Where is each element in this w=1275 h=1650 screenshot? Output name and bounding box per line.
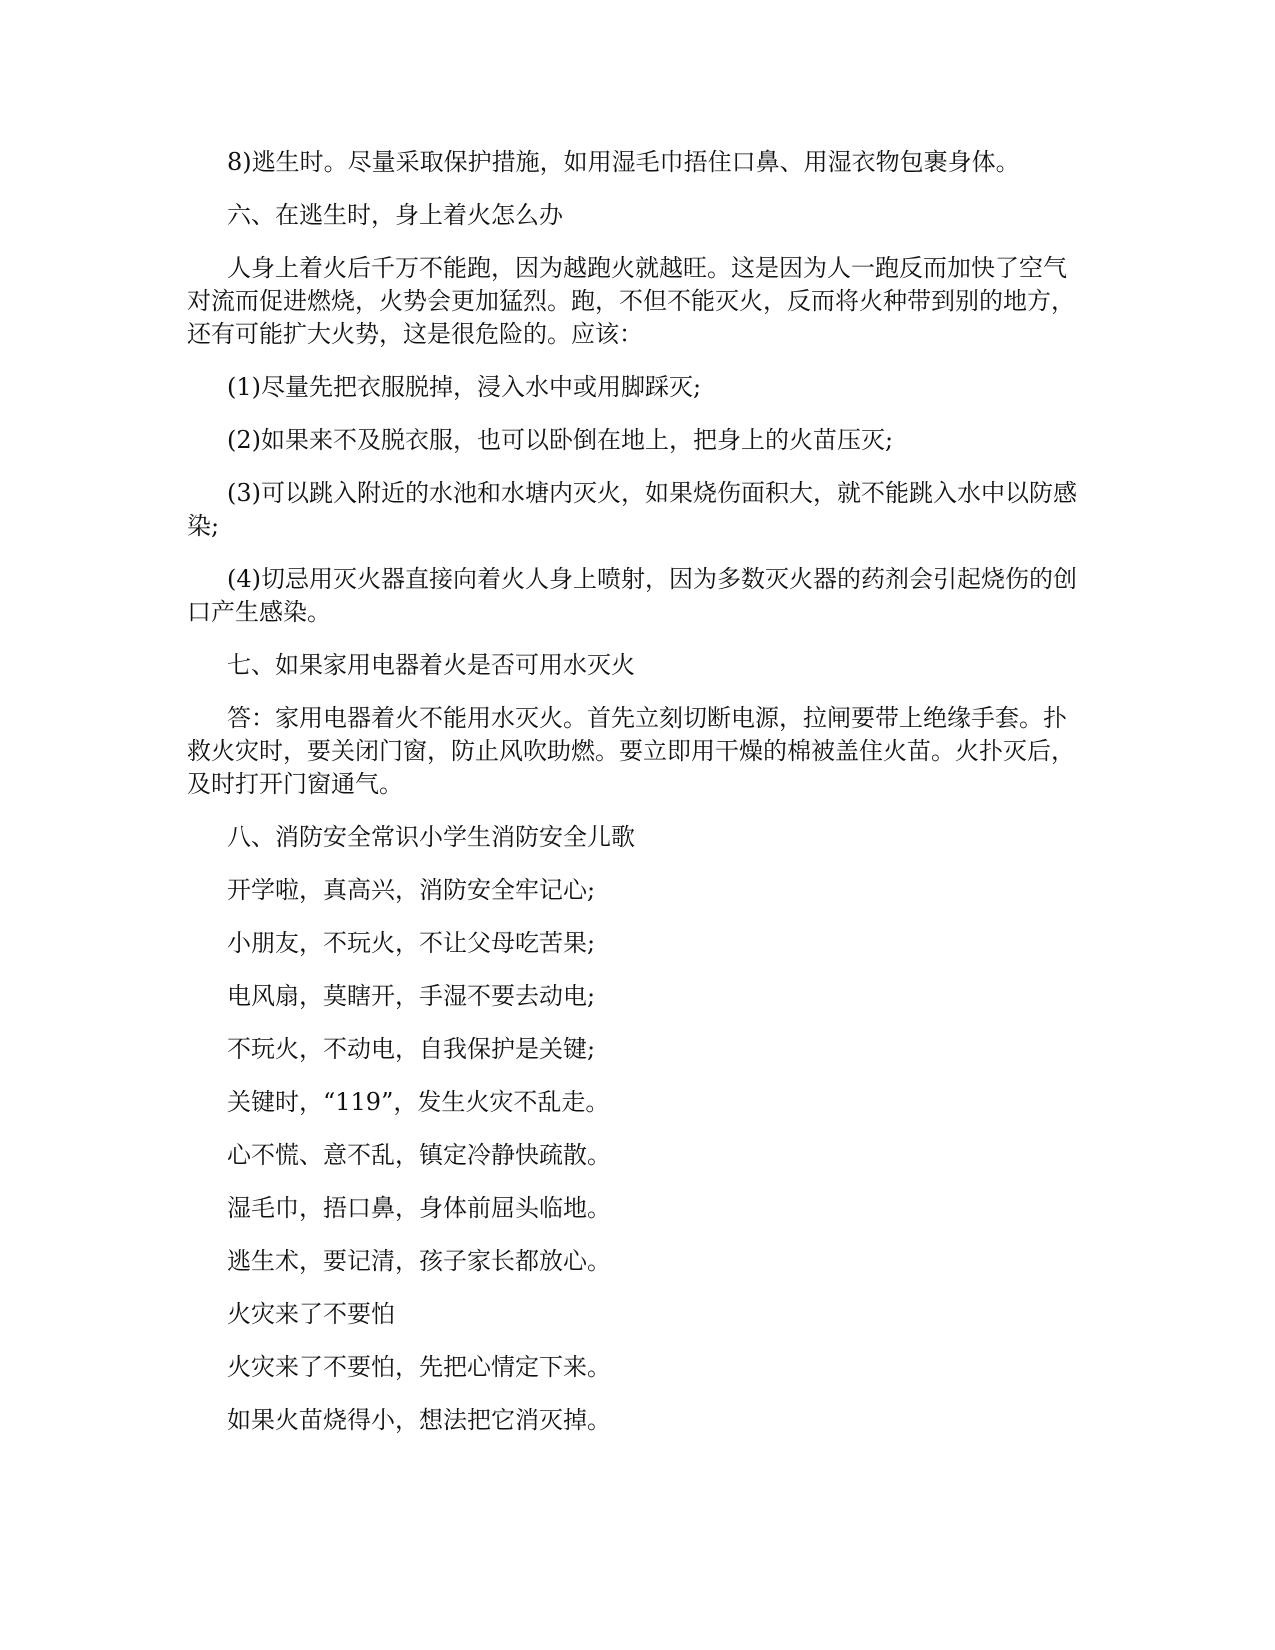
rhyme-line-2: 小朋友，不玩火，不让父母吃苦果; bbox=[227, 929, 596, 957]
section-heading-eight: 八、消防安全常识小学生消防安全儿歌 bbox=[227, 823, 635, 851]
section-heading-seven: 七、如果家用电器着火是否可用水灭火 bbox=[227, 651, 635, 679]
rhyme-line-7: 湿毛巾，捂口鼻，身体前屈头临地。 bbox=[227, 1194, 611, 1222]
rhyme-line-6: 心不慌、意不乱，镇定冷静快疏散。 bbox=[227, 1141, 611, 1169]
rhyme-line-10: 如果火苗烧得小，想法把它消灭掉。 bbox=[227, 1406, 611, 1434]
paragraph-escape-protection: 8)逃生时。尽量采取保护措施，如用湿毛巾捂住口鼻、用湿衣物包裹身体。 bbox=[227, 148, 1020, 176]
rhyme-title: 火灾来了不要怕 bbox=[227, 1300, 395, 1328]
rhyme-line-1: 开学啦，真高兴，消防安全牢记心; bbox=[227, 876, 596, 904]
list-item-3: (3)可以跳入附近的水池和水塘内灭火，如果烧伤面积大，就不能跳入水中以防感染; bbox=[187, 479, 1077, 540]
section-heading-six: 六、在逃生时，身上着火怎么办 bbox=[227, 201, 563, 229]
rhyme-line-8: 逃生术，要记清，孩子家长都放心。 bbox=[227, 1247, 611, 1275]
paragraph-body-on-fire: 人身上着火后千万不能跑，因为越跑火就越旺。这是因为人一跑反而加快了空气对流而促进燃烧，火势会更加猛烈。跑，不但不能灭火，反而将火种带到别的地方，还有可能扩大火势，这是很危险的。应该： bbox=[187, 254, 1075, 348]
list-item-4: (4)切忌用灭火器直接向着火人身上喷射，因为多数灭火器的药剂会引起烧伤的创口产生感染。 bbox=[187, 565, 1077, 626]
list-item-1: (1)尽量先把衣服脱掉，浸入水中或用脚踩灭; bbox=[227, 373, 702, 401]
rhyme-line-9: 火灾来了不要怕，先把心情定下来。 bbox=[227, 1353, 611, 1381]
list-item-2: (2)如果来不及脱衣服，也可以卧倒在地上，把身上的火苗压灭; bbox=[227, 426, 894, 454]
rhyme-line-3: 电风扇，莫瞎开，手湿不要去动电; bbox=[227, 982, 596, 1010]
document-body bbox=[187, 146, 1087, 1457]
rhyme-line-4: 不玩火，不动电，自我保护是关键; bbox=[227, 1035, 596, 1063]
paragraph-appliance-answer: 答：家用电器着火不能用水灭火。首先立刻切断电源，拉闸要带上绝缘手套。扑救火灾时，要关闭门窗，防止风吹助燃。要立即用干燥的棉被盖住火苗。火扑灭后，及时打开门窗通气。 bbox=[187, 704, 1075, 798]
rhyme-line-5: 关键时，“119”，发生火灾不乱走。 bbox=[227, 1088, 610, 1116]
